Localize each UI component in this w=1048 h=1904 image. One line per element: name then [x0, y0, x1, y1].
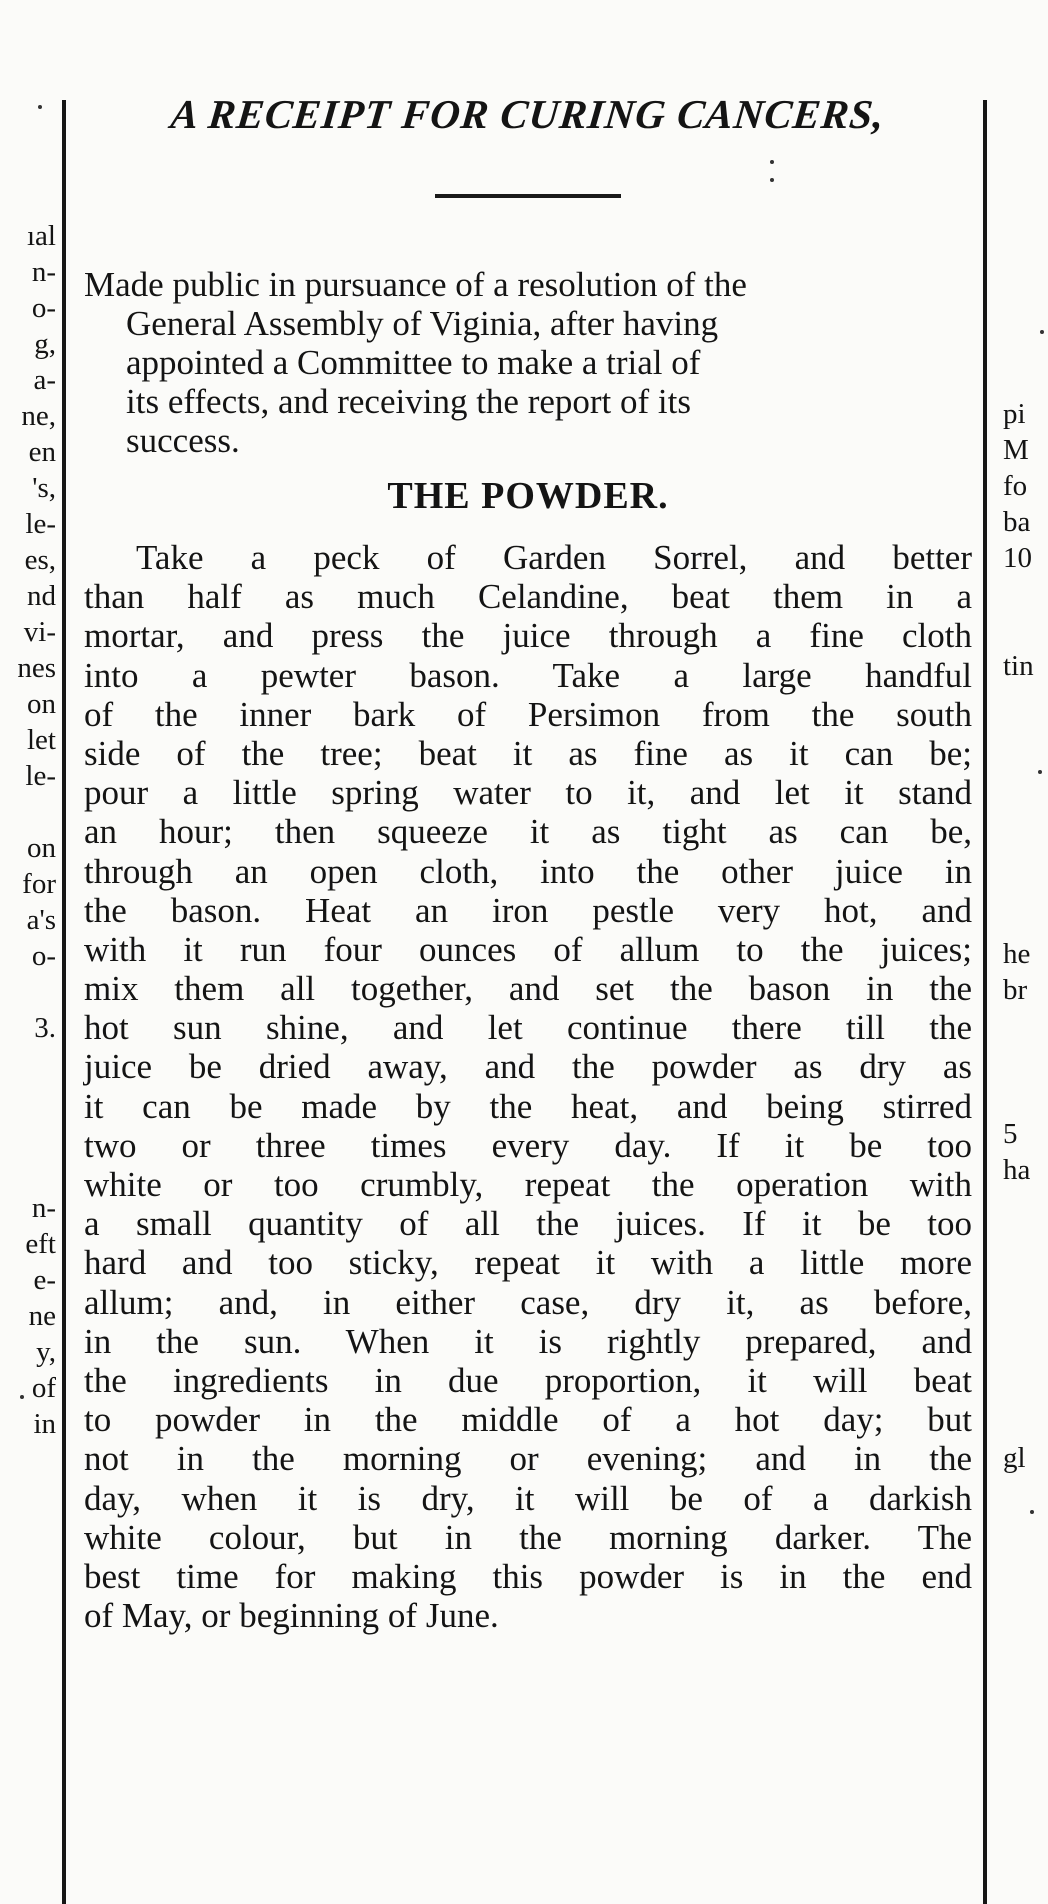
right-fragment-blank: [1003, 576, 1048, 612]
left-fragment: a-: [33, 364, 56, 396]
left-fragment: le-: [25, 760, 56, 792]
print-speck: [20, 1395, 24, 1399]
left-fragment: on: [27, 688, 56, 720]
intro-line: Made public in pursuance of a resolution of the: [84, 265, 747, 304]
right-fragment: ha: [1003, 1154, 1031, 1186]
left-fragment: nd: [27, 580, 56, 612]
article-intro: [84, 265, 972, 460]
right-column-fragments: [1003, 396, 1048, 1476]
left-fragment: en: [28, 436, 56, 468]
left-fragment: o-: [31, 292, 56, 324]
left-fragment: [0, 1046, 56, 1082]
print-speck: [770, 178, 774, 182]
body-line: two or three times every day. If it be too: [84, 1125, 972, 1165]
right-fragment-blank: [1003, 1260, 1048, 1296]
left-fragment: es,: [24, 544, 56, 576]
print-speck: [1040, 330, 1044, 334]
right-column-rule: [983, 100, 987, 1904]
title-divider: [435, 194, 621, 198]
print-speck: [38, 105, 42, 109]
body-line: Take a peck of Garden Sorrel, and better: [136, 538, 972, 577]
intro-line: its effects, and receiving the report of its: [126, 382, 691, 421]
print-speck: [1030, 1510, 1034, 1514]
left-fragment: [0, 794, 56, 830]
body-line: the ingredients in due proportion, it will beat: [84, 1360, 972, 1400]
body-line: white or too crumbly, repeat the operation with: [84, 1165, 972, 1204]
body-line: in the sun. When it is rightly prepared, and: [84, 1321, 972, 1361]
left-fragment: n-: [31, 1192, 56, 1224]
print-speck: [770, 160, 774, 164]
body-line: not in the morning or evening; and in the: [84, 1439, 972, 1479]
body-line: through an open cloth, into the other juice in: [84, 851, 972, 891]
article-title: A RECEIPT FOR CURING CANCERS,: [168, 91, 888, 137]
print-speck: [1038, 770, 1042, 774]
body-line: best time for making this powder is in the end: [84, 1556, 972, 1596]
right-fragment-blank: [1003, 1044, 1048, 1080]
right-fragment-blank: [1003, 864, 1048, 900]
right-fragment-blank: [1003, 1296, 1048, 1332]
right-fragment-blank: [1003, 684, 1048, 720]
left-fragment: 's,: [32, 472, 56, 504]
left-fragment: [0, 974, 56, 1010]
left-fragment: vi-: [23, 616, 56, 648]
body-line: pour a little spring water to it, and let it stand: [84, 773, 972, 813]
right-fragment: M: [1003, 434, 1029, 466]
body-line: mortar, and press the juice through a fine cloth: [84, 616, 972, 656]
left-fragment: y,: [36, 1336, 56, 1368]
body-line: side of the tree; beat it as fine as it can be;: [84, 733, 972, 773]
right-fragment-blank: [1003, 1008, 1048, 1044]
right-fragment-blank: [1003, 900, 1048, 936]
right-fragment-blank: [1003, 1368, 1048, 1404]
left-fragment: in: [33, 1408, 56, 1440]
left-fragment: n-: [31, 256, 56, 288]
body-line: with it run four ounces of allum to the juices;: [84, 929, 972, 969]
body-line: to powder in the middle of a hot day; but: [84, 1400, 972, 1440]
right-fragment: 5: [1003, 1118, 1018, 1150]
left-fragment: ne: [28, 1300, 56, 1332]
left-fragment: for: [22, 868, 56, 900]
left-fragment: ne,: [21, 400, 56, 432]
right-fragment: gl: [1003, 1442, 1026, 1474]
body-line: a small quantity of all the juices. If it be too: [84, 1204, 972, 1244]
left-fragment: o-: [31, 940, 56, 972]
body-line: than half as much Celandine, beat them in a: [84, 577, 972, 617]
body-line: it can be made by the heat, and being stirred: [84, 1086, 972, 1126]
body-line: juice be dried away, and the powder as dry as: [84, 1047, 972, 1087]
right-fragment-blank: [1003, 1224, 1048, 1260]
body-line: an hour; then squeeze it as tight as can be,: [84, 812, 972, 852]
right-fragment: tin: [1003, 650, 1034, 682]
article: [84, 86, 972, 1635]
left-fragment: let: [27, 724, 56, 756]
body-line: of the inner bark of Persimon from the south: [84, 694, 972, 734]
intro-line: success.: [126, 421, 240, 460]
body-line: of May, or beginning of June.: [84, 1596, 499, 1636]
body-line: the bason. Heat an iron pestle very hot, and: [84, 890, 972, 930]
right-fragment-blank: [1003, 1080, 1048, 1116]
left-fragment: eft: [25, 1228, 56, 1260]
right-fragment-blank: [1003, 1332, 1048, 1368]
right-fragment: br: [1003, 974, 1028, 1006]
left-fragment: of: [31, 1372, 56, 1404]
right-fragment-blank: [1003, 720, 1048, 756]
right-fragment: fo: [1003, 470, 1028, 502]
left-fragment: nes: [17, 652, 56, 684]
body-line: allum; and, in either case, dry it, as before,: [84, 1282, 972, 1322]
left-fragment: le-: [25, 508, 56, 540]
left-fragment: on: [27, 832, 56, 864]
left-fragment: 3.: [34, 1012, 56, 1044]
right-fragment-blank: [1003, 1404, 1048, 1440]
right-fragment-blank: [1003, 1188, 1048, 1224]
body-line: hot sun shine, and let continue there till the: [84, 1008, 972, 1048]
left-fragment: e-: [33, 1264, 56, 1296]
right-fragment: he: [1003, 938, 1031, 970]
right-fragment-blank: [1003, 612, 1048, 648]
body-line: white colour, but in the morning darker. The: [84, 1517, 972, 1557]
right-fragment-blank: [1003, 792, 1048, 828]
right-fragment: 10: [1003, 542, 1032, 574]
left-fragment: ıal: [27, 220, 56, 252]
right-fragment: pi: [1003, 398, 1026, 430]
left-column-fragments: [0, 218, 56, 1442]
left-fragment: a's: [26, 904, 56, 936]
left-fragment: [0, 1154, 56, 1190]
body-line: into a pewter bason. Take a large handful: [84, 655, 972, 695]
section-heading: THE POWDER.: [387, 475, 669, 517]
right-fragment-blank: [1003, 756, 1048, 792]
intro-line: appointed a Committee to make a trial of: [126, 343, 701, 382]
intro-line: General Assembly of Viginia, after having: [126, 304, 719, 343]
body-line: mix them all together, and set the bason in the: [84, 969, 972, 1009]
left-fragment: [0, 1082, 56, 1118]
article-body: [84, 538, 972, 1635]
body-line: hard and too sticky, repeat it with a little more: [84, 1243, 972, 1283]
right-fragment: ba: [1003, 506, 1031, 538]
body-line: day, when it is dry, it will be of a darkish: [84, 1478, 972, 1518]
right-fragment-blank: [1003, 828, 1048, 864]
left-fragment: [0, 1118, 56, 1154]
left-fragment: g,: [34, 328, 56, 360]
left-column-rule: [62, 100, 66, 1904]
